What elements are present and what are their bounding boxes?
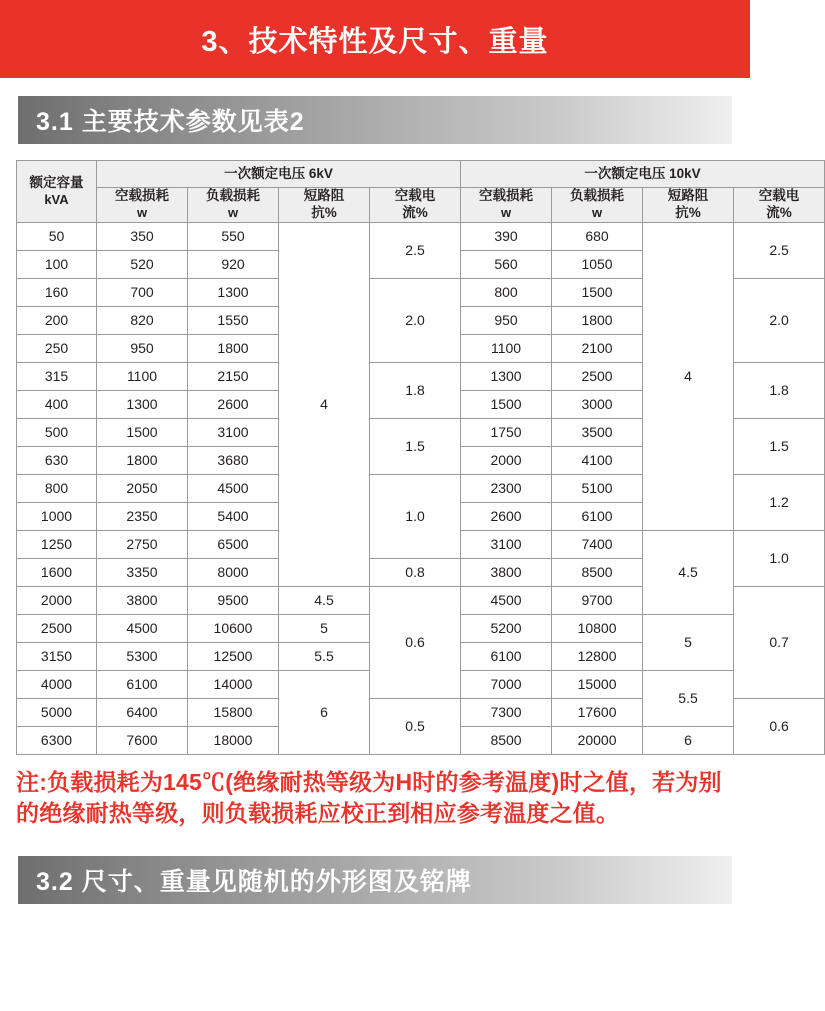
cell-6kv-no-load-loss: 6400 [97,698,188,726]
cell-10kv-no-load-loss: 800 [461,278,552,306]
header-capacity-label: 额定容量 [29,174,84,190]
cell-capacity: 160 [17,278,97,306]
cell-10kv-load-loss: 9700 [552,586,643,614]
header-10kv-no-load-loss-unit: w [500,205,512,221]
header-6kv-load-loss-unit: w [227,205,239,221]
header-10kv-no-load-current-name: 空载电 [758,188,800,203]
header-6kv-no-load-loss [97,188,188,223]
cell-10kv-no-load-loss: 3100 [461,530,552,558]
cell-6kv-load-loss: 9500 [188,586,279,614]
cell-6kv-no-load-current: 0.6 [370,586,461,698]
cell-6kv-no-load-current: 2.0 [370,278,461,362]
cell-6kv-no-load-loss: 6100 [97,670,188,698]
cell-6kv-no-load-current: 0.8 [370,558,461,586]
cell-capacity: 200 [17,306,97,334]
cell-6kv-load-loss: 18000 [188,726,279,754]
header-6kv-no-load-loss-name: 空载损耗 [115,188,169,204]
cell-capacity: 5000 [17,698,97,726]
cell-capacity: 4000 [17,670,97,698]
header-6kv-impedance-name: 短路阻 [303,188,345,203]
header-6kv-load-loss [188,188,279,223]
section-heading-3-2-label: 3.2 尺寸、重量见随机的外形图及铭牌 [36,868,472,897]
cell-capacity: 1000 [17,502,97,530]
cell-10kv-load-loss: 17600 [552,698,643,726]
cell-10kv-load-loss: 15000 [552,670,643,698]
header-10kv-load-loss-name: 负载损耗 [570,188,625,204]
cell-6kv-load-loss: 6500 [188,530,279,558]
header-10kv-load-loss-unit: w [591,205,603,221]
header-capacity-unit: kVA [44,191,69,207]
cell-10kv-load-loss: 2500 [552,362,643,390]
cell-6kv-load-loss: 8000 [188,558,279,586]
header-capacity [17,161,97,223]
cell-10kv-no-load-loss: 2000 [461,446,552,474]
section-heading-3-1 [18,96,732,144]
section-heading-3-1-label: 3.1 主要技术参数见表2 [36,108,305,136]
table-body [17,222,825,754]
header-10kv-impedance-unit: 抗% [675,204,701,220]
header-10kv-load-loss [552,188,643,223]
cell-6kv-no-load-current: 1.8 [370,362,461,418]
cell-10kv-no-load-loss: 2600 [461,502,552,530]
cell-6kv-no-load-loss: 700 [97,278,188,306]
header-10kv-no-load-current [734,188,825,223]
cell-10kv-load-loss: 3500 [552,418,643,446]
table-head-row-groups [17,161,825,188]
cell-capacity: 315 [17,362,97,390]
cell-10kv-no-load-current: 1.0 [734,530,825,586]
cell-6kv-no-load-loss: 5300 [97,642,188,670]
cell-10kv-no-load-loss: 4500 [461,586,552,614]
cell-10kv-load-loss: 12800 [552,642,643,670]
cell-6kv-no-load-current: 2.5 [370,222,461,278]
table-row [17,222,825,250]
cell-6kv-no-load-current: 1.0 [370,474,461,558]
cell-10kv-impedance: 6 [643,726,734,754]
table-note: 注:负载损耗为145℃(绝缘耐热等级为H时的参考温度)时之值，若为别的绝缘耐热等级，则负载损耗应校正到相应参考温度之值。 [16,768,722,827]
cell-capacity: 1250 [17,530,97,558]
cell-10kv-no-load-loss: 2300 [461,474,552,502]
cell-6kv-load-loss: 10600 [188,614,279,642]
cell-capacity: 2500 [17,614,97,642]
cell-6kv-load-loss: 1550 [188,306,279,334]
cell-6kv-load-loss: 2600 [188,390,279,418]
cell-6kv-no-load-loss: 520 [97,250,188,278]
bottom-spacer [0,904,750,926]
cell-10kv-load-loss: 6100 [552,502,643,530]
cell-10kv-impedance: 4.5 [643,530,734,614]
cell-capacity: 6300 [17,726,97,754]
cell-6kv-load-loss: 1800 [188,334,279,362]
cell-6kv-no-load-loss: 7600 [97,726,188,754]
header-group-10kv: 一次额定电压 10kV [461,161,825,188]
cell-6kv-no-load-loss: 1500 [97,418,188,446]
cell-capacity: 2000 [17,586,97,614]
cell-10kv-no-load-loss: 7000 [461,670,552,698]
cell-10kv-no-load-loss: 7300 [461,698,552,726]
header-10kv-no-load-loss-name: 空载损耗 [479,188,534,204]
spec-table-wrap [16,160,800,755]
cell-6kv-load-loss: 12500 [188,642,279,670]
cell-10kv-no-load-loss: 1500 [461,390,552,418]
cell-capacity: 800 [17,474,97,502]
header-10kv-impedance [643,188,734,223]
table-head [17,161,825,223]
cell-6kv-no-load-loss: 2350 [97,502,188,530]
cell-10kv-no-load-loss: 950 [461,306,552,334]
cell-10kv-load-loss: 5100 [552,474,643,502]
cell-10kv-no-load-loss: 1300 [461,362,552,390]
header-6kv-load-loss-name: 负载损耗 [206,188,260,204]
cell-6kv-no-load-loss: 350 [97,222,188,250]
header-10kv-impedance-name: 短路阻 [667,188,709,203]
header-6kv-impedance-unit: 抗% [311,204,337,220]
cell-6kv-no-load-loss: 950 [97,334,188,362]
cell-10kv-load-loss: 3000 [552,390,643,418]
cell-6kv-impedance: 4.5 [279,586,370,614]
spec-table [16,160,825,755]
cell-10kv-no-load-loss: 1100 [461,334,552,362]
cell-capacity: 250 [17,334,97,362]
header-6kv-impedance [279,188,370,223]
cell-6kv-no-load-loss: 1800 [97,446,188,474]
cell-10kv-no-load-loss: 6100 [461,642,552,670]
cell-6kv-load-loss: 14000 [188,670,279,698]
cell-10kv-no-load-current: 1.5 [734,418,825,474]
cell-6kv-no-load-loss: 820 [97,306,188,334]
cell-10kv-no-load-current: 0.7 [734,586,825,698]
cell-capacity: 400 [17,390,97,418]
cell-6kv-load-loss: 3100 [188,418,279,446]
section-heading-3-2 [18,856,732,904]
cell-10kv-no-load-current: 2.5 [734,222,825,278]
cell-6kv-no-load-loss: 4500 [97,614,188,642]
cell-10kv-impedance: 4 [643,222,734,530]
cell-capacity: 50 [17,222,97,250]
cell-10kv-load-loss: 2100 [552,334,643,362]
cell-10kv-load-loss: 1500 [552,278,643,306]
cell-6kv-no-load-loss: 1100 [97,362,188,390]
cell-6kv-load-loss: 2150 [188,362,279,390]
cell-capacity: 1600 [17,558,97,586]
cell-6kv-load-loss: 15800 [188,698,279,726]
cell-6kv-no-load-loss: 2050 [97,474,188,502]
cell-10kv-no-load-current: 1.2 [734,474,825,530]
cell-10kv-no-load-current: 2.0 [734,278,825,362]
page-title: 3、技术特性及尺寸、重量 [201,25,549,58]
cell-6kv-load-loss: 4500 [188,474,279,502]
cell-6kv-load-loss: 5400 [188,502,279,530]
header-6kv-no-load-loss-unit: w [136,205,148,221]
cell-capacity: 100 [17,250,97,278]
cell-6kv-impedance: 4 [279,222,370,586]
header-6kv-no-load-current-unit: 流% [402,204,428,220]
cell-10kv-no-load-current: 0.6 [734,698,825,754]
cell-6kv-no-load-loss: 2750 [97,530,188,558]
cell-10kv-impedance: 5 [643,614,734,670]
table-head-row-columns [17,188,825,223]
cell-6kv-no-load-loss: 3350 [97,558,188,586]
cell-10kv-load-loss: 680 [552,222,643,250]
cell-6kv-load-loss: 1300 [188,278,279,306]
cell-10kv-load-loss: 1800 [552,306,643,334]
cell-10kv-no-load-current: 1.8 [734,362,825,418]
cell-10kv-load-loss: 8500 [552,558,643,586]
cell-10kv-no-load-loss: 560 [461,250,552,278]
cell-6kv-load-loss: 3680 [188,446,279,474]
cell-10kv-no-load-loss: 3800 [461,558,552,586]
cell-10kv-impedance: 5.5 [643,670,734,726]
cell-6kv-no-load-loss: 3800 [97,586,188,614]
cell-10kv-load-loss: 7400 [552,530,643,558]
cell-10kv-load-loss: 10800 [552,614,643,642]
cell-6kv-impedance: 5.5 [279,642,370,670]
cell-10kv-no-load-loss: 1750 [461,418,552,446]
header-6kv-no-load-current [370,188,461,223]
cell-capacity: 3150 [17,642,97,670]
cell-10kv-no-load-loss: 5200 [461,614,552,642]
cell-6kv-no-load-current: 0.5 [370,698,461,754]
header-10kv-no-load-current-unit: 流% [766,204,792,220]
cell-6kv-impedance: 6 [279,670,370,754]
cell-capacity: 500 [17,418,97,446]
cell-10kv-no-load-loss: 390 [461,222,552,250]
header-group-6kv: 一次额定电压 6kV [97,161,461,188]
page-title-band [0,0,750,78]
cell-6kv-load-loss: 550 [188,222,279,250]
cell-10kv-load-loss: 20000 [552,726,643,754]
header-6kv-no-load-current-name: 空载电 [394,188,436,203]
cell-6kv-no-load-current: 1.5 [370,418,461,474]
cell-10kv-load-loss: 4100 [552,446,643,474]
cell-6kv-no-load-loss: 1300 [97,390,188,418]
header-10kv-no-load-loss [461,188,552,223]
cell-6kv-impedance: 5 [279,614,370,642]
cell-capacity: 630 [17,446,97,474]
cell-10kv-no-load-loss: 8500 [461,726,552,754]
cell-6kv-load-loss: 920 [188,250,279,278]
cell-10kv-load-loss: 1050 [552,250,643,278]
